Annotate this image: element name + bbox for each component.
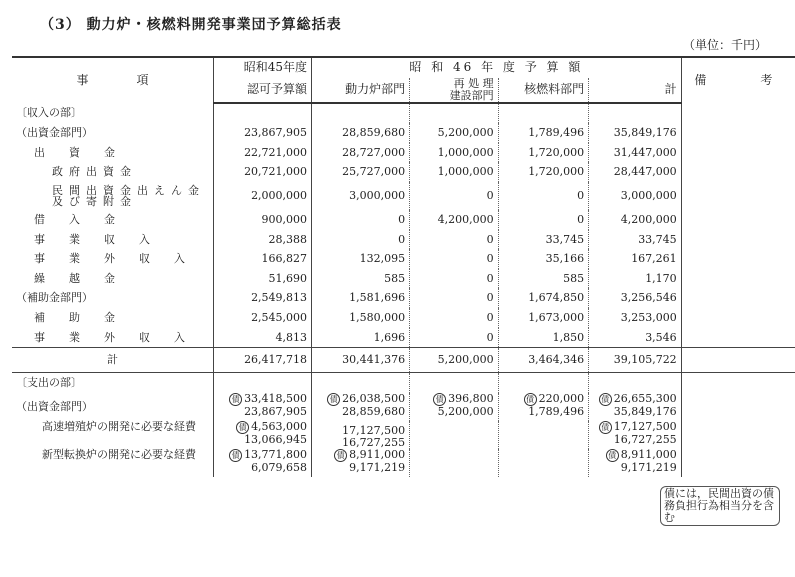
debt-marker-icon: 債 bbox=[229, 449, 242, 462]
row-label: 政府出資金 bbox=[12, 162, 214, 182]
cell-prev: 20,721,000 bbox=[214, 162, 312, 182]
cell-prev: 51,690 bbox=[214, 269, 312, 289]
row-label: 借入金 bbox=[12, 210, 214, 230]
cell-total bbox=[589, 103, 682, 124]
cell-total-line1: 8,911,000 bbox=[620, 447, 677, 461]
cell-total: 28,447,000 bbox=[589, 162, 682, 182]
cell-reactor: 25,727,000 bbox=[312, 162, 410, 182]
header-col3: 核燃料部門 bbox=[498, 78, 589, 103]
cell-fuel: 0 bbox=[498, 210, 589, 230]
cell-total-line1: 17,127,500 bbox=[613, 419, 677, 433]
cell-prev-line1: 13,771,800 bbox=[244, 447, 308, 461]
header-item: 事 項 bbox=[12, 57, 214, 103]
cell-total-line1: 26,655,300 bbox=[613, 391, 677, 405]
cell-reprocessing: 0 bbox=[410, 308, 499, 328]
cell-total-line2: 16,727,255 bbox=[613, 432, 677, 446]
cell-reprocessing-line1: 396,800 bbox=[448, 391, 494, 405]
expense-row bbox=[12, 421, 795, 449]
cell-total: 35,849,176 bbox=[589, 123, 682, 143]
cell-reprocessing: 5,200,000 bbox=[410, 123, 499, 143]
cell-prev bbox=[214, 393, 312, 421]
debt-marker-icon: 債 bbox=[229, 393, 242, 406]
cell-reprocessing: 0 bbox=[410, 182, 499, 210]
cell-total: 33,745 bbox=[589, 230, 682, 250]
cell-total: 3,000,000 bbox=[589, 182, 682, 210]
total-v1: 30,441,376 bbox=[312, 348, 410, 373]
income-row bbox=[12, 143, 795, 163]
cell-reactor: 3,000,000 bbox=[312, 182, 410, 210]
header-col2-line1: 再 処 理 bbox=[453, 76, 494, 90]
cell-total-line2: 35,849,176 bbox=[613, 404, 677, 418]
row-label: （補助金部門） bbox=[12, 288, 214, 308]
cell-total: 31,447,000 bbox=[589, 143, 682, 163]
cell-fuel bbox=[498, 421, 589, 449]
cell-total: 4,200,000 bbox=[589, 210, 682, 230]
debt-marker-icon: 債 bbox=[524, 393, 537, 406]
total-row bbox=[12, 348, 795, 373]
cell-prev-line1: 4,563,000 bbox=[251, 419, 308, 433]
cell-fuel: 1,720,000 bbox=[498, 162, 589, 182]
cell-prev-line2: 23,867,905 bbox=[244, 404, 308, 418]
income-row bbox=[12, 210, 795, 230]
row-label: 新型転換炉の開発に必要な経費 bbox=[12, 449, 214, 477]
cell-reactor-line2: 28,859,680 bbox=[342, 404, 406, 418]
expense-header-row bbox=[12, 373, 795, 393]
cell-fuel: 35,166 bbox=[498, 249, 589, 269]
cell-reprocessing bbox=[410, 393, 499, 421]
header-col4: 計 bbox=[589, 78, 682, 103]
cell-reactor: 0 bbox=[312, 230, 410, 250]
cell-reactor bbox=[312, 421, 410, 449]
total-v4: 39,105,722 bbox=[589, 348, 682, 373]
total-v3: 3,464,346 bbox=[498, 348, 589, 373]
budget-table bbox=[12, 56, 795, 477]
expense-row bbox=[12, 449, 795, 477]
cell-prev: 28,388 bbox=[214, 230, 312, 250]
cell-reactor bbox=[312, 103, 410, 124]
total-v2: 5,200,000 bbox=[410, 348, 499, 373]
cell-prev: 4,813 bbox=[214, 328, 312, 348]
income-row bbox=[12, 328, 795, 348]
cell-reprocessing: 0 bbox=[410, 328, 499, 348]
cell-reactor: 132,095 bbox=[312, 249, 410, 269]
cell-prev: 2,000,000 bbox=[214, 182, 312, 210]
cell-total bbox=[589, 421, 682, 449]
cell-prev bbox=[214, 421, 312, 449]
cell-reprocessing: 0 bbox=[410, 288, 499, 308]
cell-reprocessing: 4,200,000 bbox=[410, 210, 499, 230]
cell-prev: 166,827 bbox=[214, 249, 312, 269]
cell-reprocessing: 1,000,000 bbox=[410, 143, 499, 163]
income-section bbox=[12, 103, 795, 348]
cell-reactor-line1: 8,911,000 bbox=[349, 447, 406, 461]
cell-prev: 23,867,905 bbox=[214, 123, 312, 143]
header-col2 bbox=[410, 78, 499, 103]
cell-total: 3,253,000 bbox=[589, 308, 682, 328]
cell-total bbox=[589, 393, 682, 421]
income-row bbox=[12, 123, 795, 143]
cell-fuel: 585 bbox=[498, 269, 589, 289]
row-label: 事業外収入 bbox=[12, 249, 214, 269]
header-prev-line1: 昭和45年度 bbox=[214, 57, 312, 78]
cell-prev: 900,000 bbox=[214, 210, 312, 230]
row-label: 事業外収入 bbox=[12, 328, 214, 348]
unit-label: （単位：千円） bbox=[683, 38, 768, 52]
cell-fuel: 33,745 bbox=[498, 230, 589, 250]
cell-prev-line2: 6,079,658 bbox=[251, 460, 308, 474]
header-col2-line2: 建設部門 bbox=[449, 88, 494, 102]
cell-reprocessing bbox=[410, 449, 499, 477]
row-label: 〔収入の部〕 bbox=[12, 103, 214, 124]
cell-reactor: 1,581,696 bbox=[312, 288, 410, 308]
header-col1: 動力炉部門 bbox=[312, 78, 410, 103]
cell-total-line2: 9,171,219 bbox=[620, 460, 677, 474]
cell-fuel: 0 bbox=[498, 182, 589, 210]
cell-reactor: 585 bbox=[312, 269, 410, 289]
cell-total: 3,256,546 bbox=[589, 288, 682, 308]
cell-total: 167,261 bbox=[589, 249, 682, 269]
cell-fuel: 1,789,496 bbox=[498, 123, 589, 143]
cell-prev: 2,549,813 bbox=[214, 288, 312, 308]
row-label: 補助金 bbox=[12, 308, 214, 328]
cell-prev: 22,721,000 bbox=[214, 143, 312, 163]
cell-reactor: 1,580,000 bbox=[312, 308, 410, 328]
cell-reactor-line2: 9,171,219 bbox=[349, 460, 406, 474]
table-title: （3） 動力炉・核燃料開発事業団予算総括表 bbox=[40, 17, 342, 33]
cell-reprocessing: 0 bbox=[410, 230, 499, 250]
cell-reprocessing: 1,000,000 bbox=[410, 162, 499, 182]
income-row bbox=[12, 162, 795, 182]
debt-marker-icon: 債 bbox=[334, 449, 347, 462]
cell-reactor-line1: 26,038,500 bbox=[342, 391, 406, 405]
cell-fuel: 1,720,000 bbox=[498, 143, 589, 163]
cell-fuel-line2: 1,789,496 bbox=[528, 404, 585, 418]
income-row bbox=[12, 269, 795, 289]
cell-reprocessing bbox=[410, 421, 499, 449]
cell-fuel bbox=[498, 449, 589, 477]
total-section bbox=[12, 348, 795, 373]
cell-reactor: 28,727,000 bbox=[312, 143, 410, 163]
header-remarks: 備 考 bbox=[681, 57, 795, 103]
cell-fuel: 1,850 bbox=[498, 328, 589, 348]
row-label: 出資金 bbox=[12, 143, 214, 163]
income-row bbox=[12, 230, 795, 250]
row-label: 民間出資金出えん金及び寄附金 bbox=[12, 182, 214, 210]
cell-reactor: 0 bbox=[312, 210, 410, 230]
row-label: （出資金部門） bbox=[12, 123, 214, 143]
cell-prev bbox=[214, 449, 312, 477]
debt-marker-icon: 債 bbox=[433, 393, 446, 406]
cell-total bbox=[589, 449, 682, 477]
debt-marker-icon: 債 bbox=[606, 449, 619, 462]
header-group: 昭 和 46 年 度 予 算 額 bbox=[312, 57, 682, 78]
header-prev-line2: 認可予算額 bbox=[214, 78, 312, 103]
cell-fuel bbox=[498, 103, 589, 124]
cell-reprocessing: 0 bbox=[410, 269, 499, 289]
total-prev: 26,417,718 bbox=[214, 348, 312, 373]
cell-fuel: 1,674,850 bbox=[498, 288, 589, 308]
row-label: 繰越金 bbox=[12, 269, 214, 289]
income-row bbox=[12, 288, 795, 308]
cell-reactor: 1,696 bbox=[312, 328, 410, 348]
debt-marker-icon: 債 bbox=[236, 421, 249, 434]
income-row bbox=[12, 103, 795, 124]
cell-fuel bbox=[498, 393, 589, 421]
income-row bbox=[12, 249, 795, 269]
expense-row bbox=[12, 393, 795, 421]
cell-prev-line1: 33,418,500 bbox=[244, 391, 308, 405]
cell-reactor bbox=[312, 449, 410, 477]
cell-reprocessing: 0 bbox=[410, 249, 499, 269]
remarks-note: 債には，民間出資の債務負担行為相当分を含む bbox=[660, 486, 780, 526]
cell-reactor-line2: 16,727,255 bbox=[342, 435, 406, 449]
income-row bbox=[12, 308, 795, 328]
cell-total: 1,170 bbox=[589, 269, 682, 289]
debt-marker-icon: 債 bbox=[599, 421, 612, 434]
cell-reactor bbox=[312, 393, 410, 421]
row-label: 事業収入 bbox=[12, 230, 214, 250]
income-row bbox=[12, 182, 795, 210]
cell-total: 3,546 bbox=[589, 328, 682, 348]
cell-reactor-line1: 17,127,500 bbox=[342, 423, 406, 437]
debt-marker-icon: 債 bbox=[599, 393, 612, 406]
debt-marker-icon: 債 bbox=[327, 393, 340, 406]
cell-fuel-line1: 220,000 bbox=[538, 391, 585, 405]
cell-prev bbox=[214, 103, 312, 124]
cell-reprocessing bbox=[410, 103, 499, 124]
cell-reactor: 28,859,680 bbox=[312, 123, 410, 143]
total-label: 計 bbox=[12, 348, 214, 373]
expense-section bbox=[12, 373, 795, 477]
row-label: 高速増殖炉の開発に必要な経費 bbox=[12, 421, 214, 449]
row-label: （出資金部門） bbox=[12, 393, 214, 421]
cell-fuel: 1,673,000 bbox=[498, 308, 589, 328]
cell-reprocessing-line2: 5,200,000 bbox=[437, 404, 494, 418]
expense-header: 〔支出の部〕 bbox=[12, 373, 214, 393]
cell-prev-line2: 13,066,945 bbox=[244, 432, 308, 446]
cell-prev: 2,545,000 bbox=[214, 308, 312, 328]
